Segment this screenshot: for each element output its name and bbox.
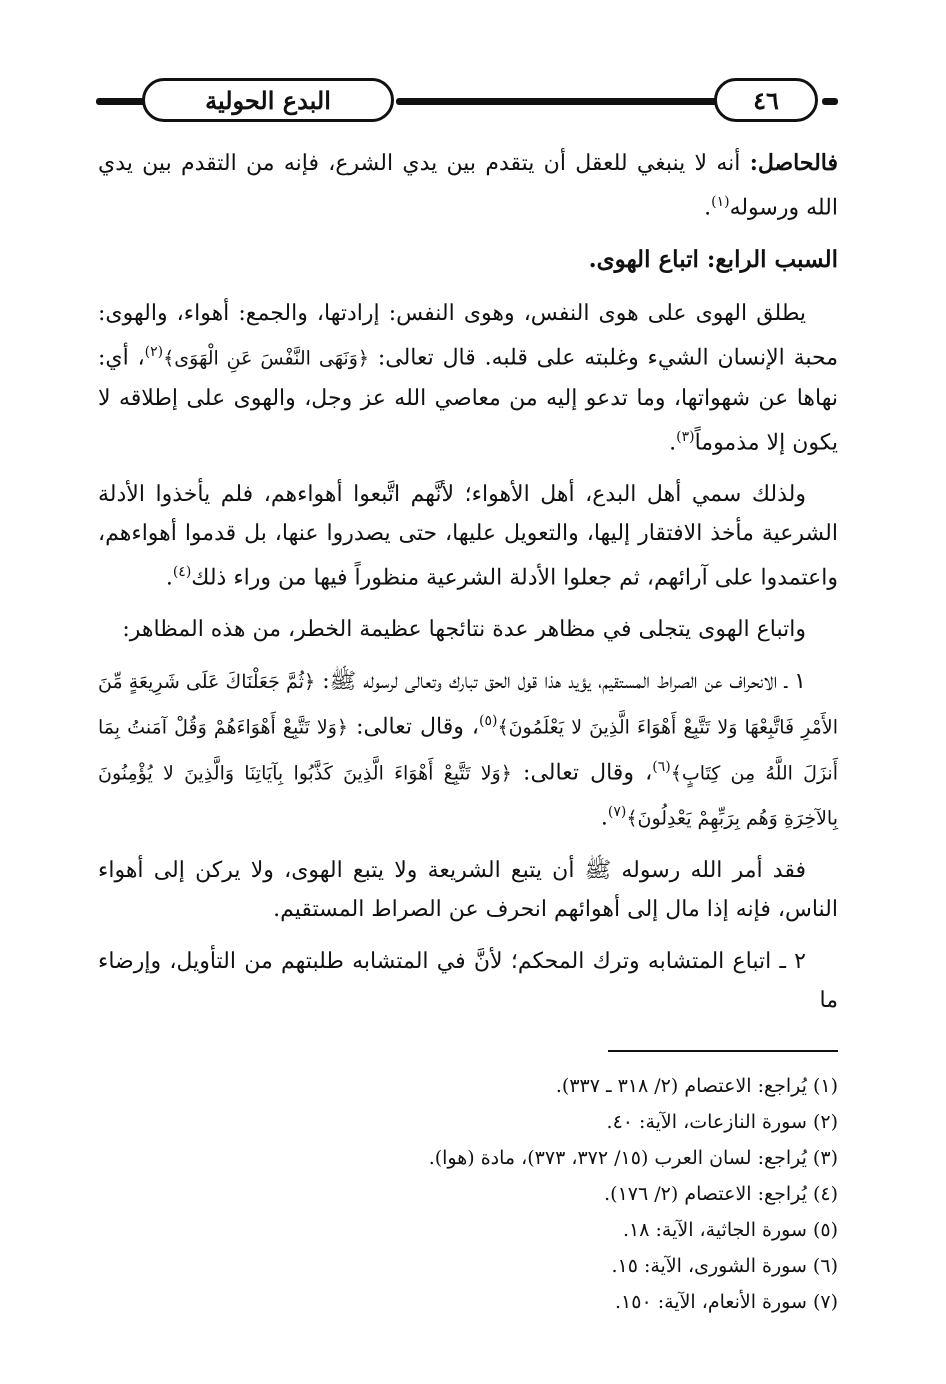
paragraph-definition: يطلق الهوى على هوى النفس، وهوى النفس: إرادتها، والجمع: أهواء، والهوى: محبة الإنسان الشيء وغلبته على قلبه. قال تعالى: ﴿وَنَهَى النَّفْسَ عَنِ الْهَوَى﴾$^{(٢)}$، أي: نهاها عن شهواتها، وما تدعو إليه من معاصي الله عز وجل، والهوى على إطلاقه لا يكون إلا مذموماً$^{(٣)}$.	[98, 301, 838, 455]
paragraph-ahl-al-ahwa: ولذلك سمي أهل البدع، أهل الأهواء؛ لأنَّهم اتَّبعوا أهواءهم، فلم يأخذوا الأدلة الشرعية مأخذ الافتقار إليها، والتعويل عليها، حتى يصدروا عنها، بل قدموا أهواءهم، واعتمدوا على آرائهم، ثم جعلوا الأدلة الشرعية منظوراً فيها من وراء ذلك$^{(٤)}$.	[98, 481, 838, 591]
footnote-ref: (٢)	[144, 344, 164, 361]
page-number: ٤٦	[714, 78, 818, 122]
footnote-4: (٤) يُراجع: الاعتصام (٢/ ١٧٦).	[604, 1183, 838, 1205]
footnote-2: (٢) سورة النازعات، الآية: ٤٠.	[606, 1111, 838, 1133]
footnote-ref: (٣)	[676, 428, 695, 445]
footnote-1: (١) يُراجع: الاعتصام (٢/ ٣١٨ ـ ٣٣٧).	[555, 1075, 838, 1097]
paragraph-command: فقد أمر الله رسوله ﷺ أن يتبع الشريعة ولا يتبع الهوى، ولا يركن إلى أهواء الناس، فإنه إذا مال إلى أهوائهم انحرف عن الصراط المستقيم.	[98, 858, 838, 923]
paragraph-item-2: ٢ ـ اتباع المتشابه وترك المحكم؛ لأنَّ في المتشابه طلبتهم من التأويل، وإرضاء ما	[98, 949, 838, 1014]
quran-verse: ﴿وَلا تَتَّبِعْ أَهْوَاءَ الَّذِينَ كَذَّبُوا بِآيَاتِنَا وَالَّذِينَ لا يُؤْمِنُونَ بِالآخِرَةِ وَهُم بِرَبِّهِمْ يَعْدِلُونَ﴾	[98, 761, 838, 830]
conclusion-label: فالحاصل:	[749, 150, 838, 176]
section-heading: السبب الرابع: اتباع الهوى.	[588, 246, 838, 274]
footnote-ref: (٤)	[172, 563, 192, 580]
main-text	[98, 144, 838, 1033]
quran-verse: ﴿وَنَهَى النَّفْسَ عَنِ الْهَوَى﴾	[163, 347, 370, 370]
page-header	[96, 70, 838, 130]
paragraph-item-1: ١ ـ الانحراف عن الصراط المستقيم، يؤيد هذا قول الحق تبارك وتعالى لرسوله ﷺ: ﴿ثُمَّ جَعَلْنَاكَ عَلَى شَرِيعَةٍ مِّنَ الأَمْرِ فَاتَّبِعْهَا وَلا تَتَّبِعْ أَهْوَاءَ الَّذِينَ لا يَعْلَمُونَ﴾$^{(٥)}$، وقال تعالى: ﴿وَلا تَتَّبِعْ أَهْوَاءَهُمْ وَقُلْ آمَنتُ بِمَا أَنزَلَ اللَّهُ مِن كِتَابٍ﴾$^{(٦)}$، وقال تعالى: ﴿وَلا تَتَّبِعْ أَهْوَاءَ الَّذِينَ كَذَّبُوا بِآيَاتِنَا وَالَّذِينَ لا يُؤْمِنُونَ بِالآخِرَةِ وَهُم بِرَبِّهِمْ يَعْدِلُونَ﴾$^{(٧)}$.	[98, 669, 838, 831]
footnote-5: (٥) سورة الجاثية، الآية: ١٨.	[623, 1219, 838, 1241]
footnote-6: (٦) سورة الشورى، الآية: ١٥.	[611, 1255, 838, 1277]
quran-verse: ﴿وَلا تَتَّبِعْ أَهْوَاءَهُمْ وَقُلْ آمَنتُ بِمَا أَنزَلَ اللَّهُ مِن كِتَابٍ﴾	[98, 716, 838, 784]
footnote-ref: (٧)	[607, 803, 627, 820]
footnote-ref: (١)	[711, 194, 730, 210]
header-rule-right	[822, 98, 838, 105]
footnote-7: (٧) سورة الأنعام، الآية: ١٥٠.	[615, 1291, 838, 1313]
paragraph-manifestations: واتباع الهوى يتجلى في مظاهر عدة نتائجها عظيمة الخطر، من هذه المظاهر:	[122, 617, 806, 643]
running-title: البدع الحولية	[142, 78, 394, 122]
footnote-separator	[608, 1050, 838, 1052]
footnote-3: (٣) يُراجع: لسان العرب (١٥/ ٣٧٢، ٣٧٣)، مادة (هوا).	[428, 1147, 838, 1169]
paragraph-conclusion: فالحاصل: أنه لا ينبغي للعقل أن يتقدم بين يدي الشرع، فإنه من التقدم بين يدي الله ورسوله$^{(١)}$.	[98, 150, 838, 221]
quran-verse: ﴿ثُمَّ جَعَلْنَاكَ عَلَى شَرِيعَةٍ مِّنَ الأَمْرِ فَاتَّبِعْهَا وَلا تَتَّبِعْ أَهْوَاءَ الَّذِينَ لا يَعْلَمُونَ﴾	[98, 671, 838, 739]
footnotes	[98, 1068, 838, 1320]
footnote-ref: (٥)	[479, 713, 498, 730]
footnote-ref: (٦)	[652, 758, 671, 775]
